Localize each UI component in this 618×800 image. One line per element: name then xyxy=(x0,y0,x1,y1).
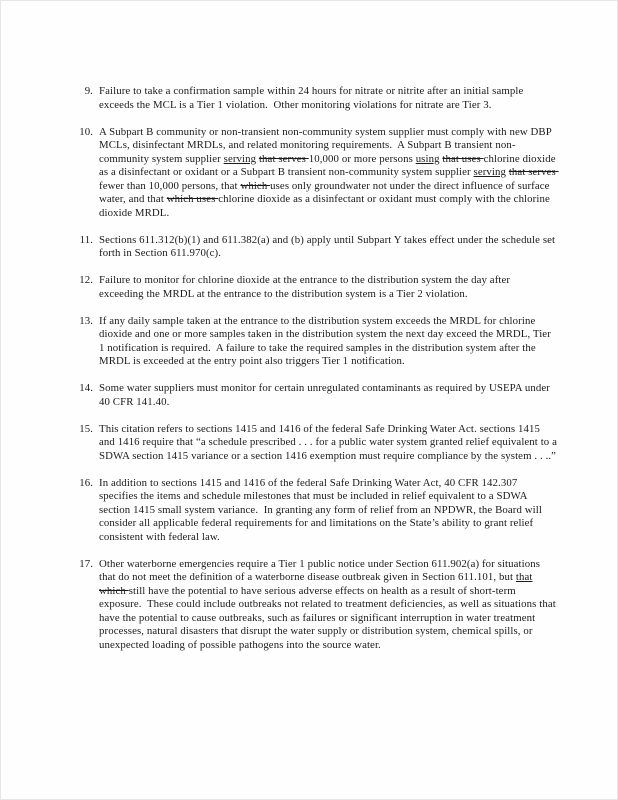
footnote-item xyxy=(70,558,557,653)
footnote-item xyxy=(70,382,557,409)
footnote-number: 17. xyxy=(79,557,93,570)
text-segment xyxy=(532,571,535,583)
footnote-text xyxy=(99,126,557,221)
inserted-text: serving xyxy=(223,152,257,165)
text-segment: Sections 611.312(b)(1) and 611.382(a) and (b) apply until Subpart Y takes effect under the schedule set forth in Section 611.970(c). xyxy=(99,233,558,259)
footnote-number: 9. xyxy=(84,85,93,97)
footnote-item xyxy=(70,126,557,221)
text-segment: Other waterborne emergencies require a Tier 1 public notice under Section 611.902(a) for situations that do not meet the definition of a waterborne disease outbreak given in Section 611.101, but xyxy=(99,557,543,583)
footnote-item xyxy=(70,315,557,369)
footnote-number: 12. xyxy=(79,274,93,286)
deleted-text: which uses xyxy=(166,193,219,205)
footnote-item xyxy=(70,234,557,261)
footnote-number: 15. xyxy=(79,422,93,435)
footnote-text xyxy=(99,234,557,261)
deleted-text: that serves xyxy=(258,152,309,165)
footnote-number: 14. xyxy=(79,382,93,394)
deleted-text: which xyxy=(99,584,129,597)
footnote-item xyxy=(70,85,557,112)
footnote-number: 13. xyxy=(79,314,93,327)
text-segment: chlorine dioxide as a disinfectant or oxidant or a Subpart B transient non-community system supplier xyxy=(99,152,559,178)
inserted-text: serving xyxy=(473,166,507,178)
text-segment: fewer than 10,000 persons, that xyxy=(99,179,241,192)
footnote-number: 11. xyxy=(79,233,93,246)
footnote-text xyxy=(99,315,557,369)
text-segment: 10,000 or more persons xyxy=(308,152,416,165)
footnote-list xyxy=(70,85,560,652)
deleted-text: that uses xyxy=(442,152,484,165)
text-segment: Failure to take a confirmation sample within 24 hours for nitrate or nitrite after an initial sample exceeds the MCL is a Tier 1 violation. Other monitoring violations for nitrate are Tier 3. xyxy=(99,85,527,111)
footnote-item xyxy=(70,422,560,464)
footnote-text xyxy=(99,558,557,653)
text-segment: A Subpart B community or non-transient non-community system supplier must comply with new DBP MCLs, disinfectant MRDLs, and related monitoring requirements. A Subpart B transient non-community system supplier xyxy=(99,125,555,165)
text-segment: still have the potential to have serious adverse effects on health as a result of short-term exposure. These could include outbreaks not related to treatment deficiencies, as well as situations that have the potential to cause outbreaks, such as failures or significant interruption in water treatment processes, natural disasters that disrupt the water supply or distribution system, chemical spills, or unexpected loading of possible pathogens into the source water. xyxy=(99,584,559,651)
footnote-number: 16. xyxy=(79,476,93,489)
footnote-item xyxy=(70,274,557,301)
text-segment: Some water suppliers must monitor for certain unregulated contaminants as required by USEPA under 40 CFR 141.40. xyxy=(99,382,553,408)
text-segment: In addition to sections 1415 and 1416 of the federal Safe Drinking Water Act, 40 CFR 142.307 specifies the items and schedule milestones that must be included in relief equivalent to a SDWA section 1415 small system variance. In granting any form of relief from an NPDWR, the Board will consider all applicable federal requirements for and limitations on the State’s ability to grant relief consistent with federal law. xyxy=(99,476,545,543)
text-segment: chlorine dioxide as a disinfectant or oxidant must comply with the chlorine dioxide MRDL. xyxy=(99,193,553,219)
text-segment: uses only groundwater not under the direct influence of surface water, and that xyxy=(99,179,553,205)
deleted-text: that serves xyxy=(508,166,559,178)
footnote-number: 10. xyxy=(79,125,93,138)
text-segment: This citation refers to sections 1415 and 1416 of the federal Safe Drinking Water Act. sections 1415 and 1416 require that “a schedule prescribed . . . for a public water system granted relief equivalent to a SDWA section 1415 variance or a section 1416 exemption must require compliance by the system . . ..” xyxy=(99,422,560,462)
footnote-item xyxy=(70,477,557,545)
inserted-text: using xyxy=(415,152,440,165)
text-segment: If any daily sample taken at the entrance to the distribution system exceeds the MRDL for chlorine dioxide and one or more samples taken in the distribution system the next day exceed the MRDL, Tier 1 notification is required. A failure to take the required samples in the distribution system after the MRDL is exceeded at the entry point also triggers Tier 1 notification. xyxy=(99,314,554,367)
text-segment: Failure to monitor for chlorine dioxide at the entrance to the distribution system the day after exceeding the MRDL at the entrance to the distribution system is a Tier 2 violation. xyxy=(99,274,513,300)
footnote-text xyxy=(99,477,557,545)
inserted-text: that xyxy=(515,571,533,583)
footnote-text xyxy=(99,422,560,464)
footnote-text xyxy=(99,382,557,409)
deleted-text: which xyxy=(240,179,271,192)
footnote-text xyxy=(99,274,557,301)
footnote-text xyxy=(99,85,557,112)
